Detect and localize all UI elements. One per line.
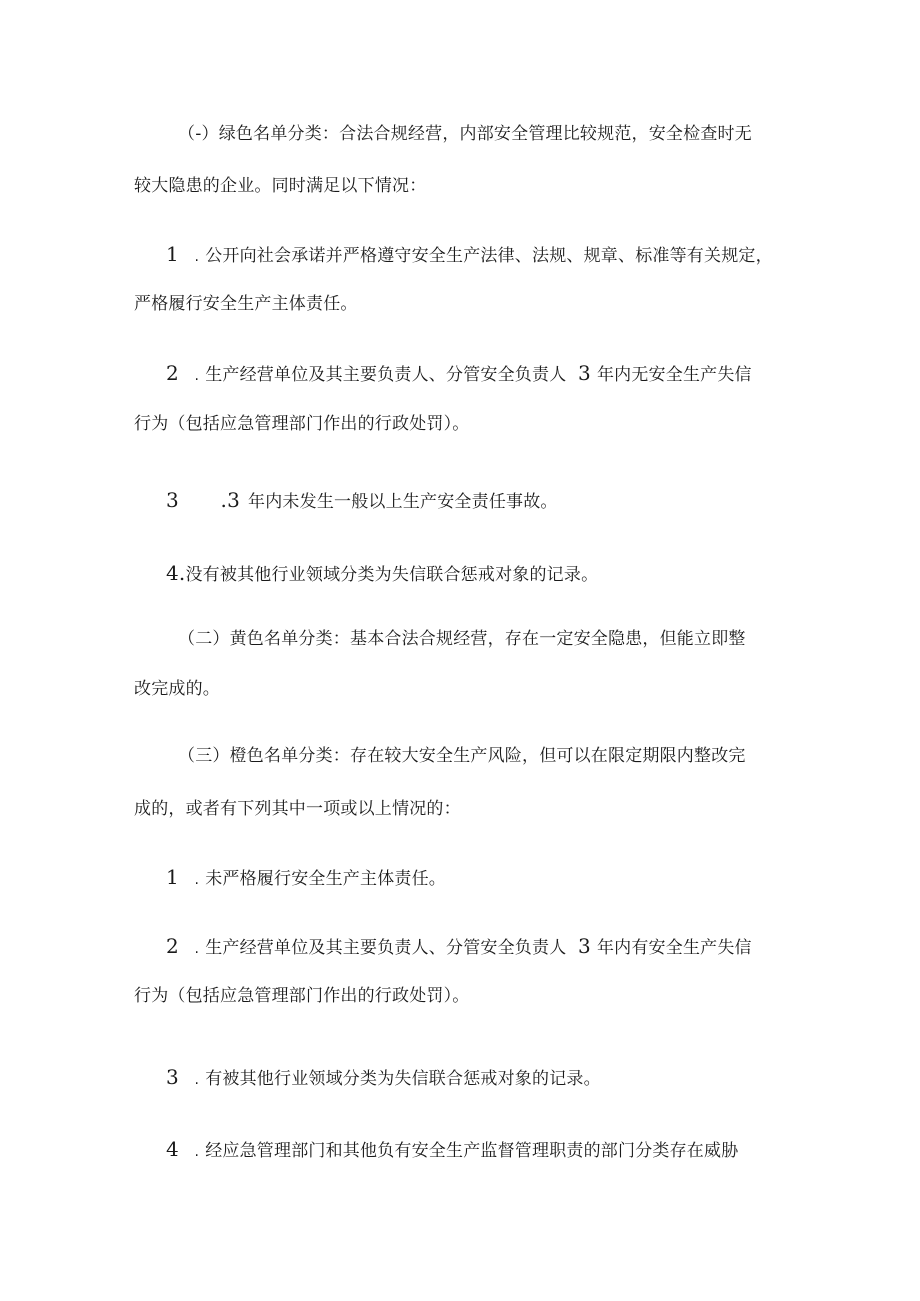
item-text: 没有被其他行业领域分类为失信联合惩戒对象的记录。	[185, 565, 599, 585]
item-separator: .	[194, 1072, 200, 1088]
orange-item-3-line1	[166, 1065, 601, 1092]
item-number: 4	[166, 1137, 179, 1161]
orange-item-1-line1	[166, 865, 446, 892]
year-count: 3	[578, 934, 591, 958]
item-text: 生产经营单位及其主要负责人、分管安全负责人	[205, 938, 567, 958]
item-text: 公开向社会承诺并严格遵守安全生产法律、法规、规章、标准等有关规定，	[205, 246, 773, 266]
item-separator: .	[194, 1144, 200, 1160]
green-item-4-line1	[166, 561, 598, 587]
green-item-1-line1	[166, 242, 773, 269]
item-text: 生产经营单位及其主要负责人、分管安全负责人	[205, 365, 567, 385]
item-separator: .	[194, 249, 200, 265]
item-number: 2	[166, 361, 179, 385]
yellow-list-heading-line2: 改完成的。	[134, 679, 220, 699]
item-number: 1	[166, 242, 179, 266]
item-text: 未严格履行安全生产主体责任。	[205, 869, 447, 889]
item-number: 4.	[166, 561, 186, 585]
green-item-3-line1	[166, 488, 558, 514]
green-item-2-line2: 行为（包括应急管理部门作出的行政处罚）。	[134, 414, 470, 434]
item-text: 年内未发生一般以上生产安全责任事故。	[248, 492, 558, 512]
item-text-cont: 年内无安全生产失信	[596, 365, 752, 385]
item-text-cont: 年内有安全生产失信	[596, 938, 752, 958]
green-list-heading-line2: 较大隐患的企业。同时满足以下情况：	[134, 176, 427, 196]
item-number: 3	[166, 488, 179, 512]
year-count: 3	[578, 361, 591, 385]
item-separator: .3	[220, 488, 241, 512]
item-separator: .	[194, 872, 200, 888]
orange-item-4-line1	[166, 1137, 738, 1164]
item-separator: .	[194, 368, 200, 384]
item-number: 1	[166, 865, 179, 889]
orange-list-heading-line1: （三）橙色名单分类：存在较大安全生产风险，但可以在限定期限内整改完	[178, 746, 746, 766]
green-item-2-line1	[166, 361, 752, 388]
item-text: 有被其他行业领域分类为失信联合惩戒对象的记录。	[205, 1069, 601, 1089]
item-text: 经应急管理部门和其他负有安全生产监督管理职责的部门分类存在威胁	[205, 1141, 739, 1161]
orange-item-2-line1	[166, 934, 752, 961]
orange-list-heading-line2: 成的，或者有下列其中一项或以上情况的：	[134, 799, 461, 819]
item-number: 3	[166, 1065, 179, 1089]
green-list-heading-line1: （-）绿色名单分类：合法合规经营，内部安全管理比较规范，安全检查时无	[178, 124, 752, 144]
orange-item-2-line2: 行为（包括应急管理部门作出的行政处罚）。	[134, 986, 470, 1006]
yellow-list-heading-line1: （二）黄色名单分类：基本合法合规经营，存在一定安全隐患，但能立即整	[178, 629, 746, 649]
item-number: 2	[166, 934, 179, 958]
item-separator: .	[194, 941, 200, 957]
green-item-1-line2: 严格履行安全生产主体责任。	[134, 294, 358, 314]
